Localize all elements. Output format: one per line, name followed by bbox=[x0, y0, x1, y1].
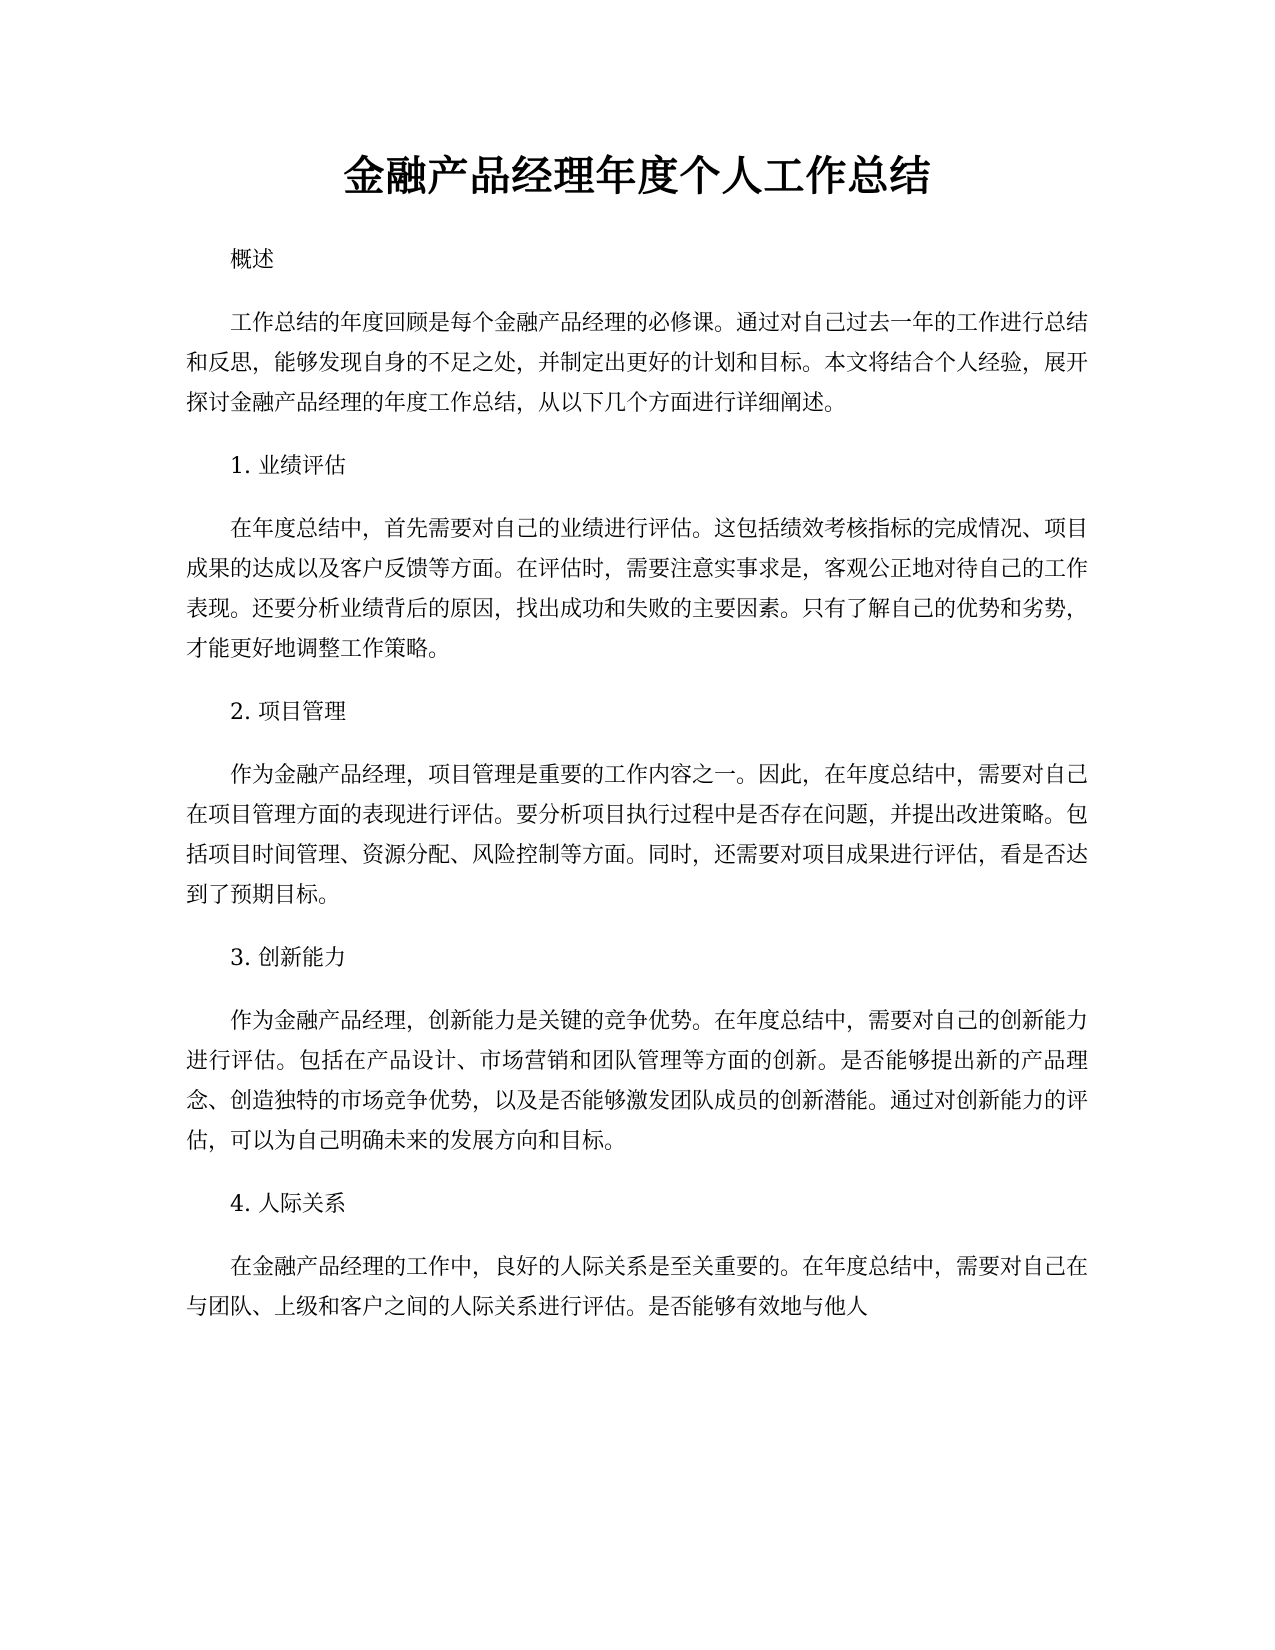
section-heading-relationships: 4. 人际关系 bbox=[230, 1192, 346, 1217]
document-body bbox=[186, 241, 1088, 1351]
section-paragraph-relationships: 在金融产品经理的工作中，良好的人际关系是至关重要的。在年度总结中，需要对自己在与团队、上级和客户之间的人际关系进行评估。是否能够有效地与他人 bbox=[186, 1255, 1089, 1320]
section-heading-overview: 概述 bbox=[230, 248, 275, 273]
section-heading-project-management: 2. 项目管理 bbox=[230, 700, 346, 725]
section-heading-performance: 1. 业绩评估 bbox=[230, 454, 346, 479]
section-heading-innovation: 3. 创新能力 bbox=[230, 946, 346, 971]
section-paragraph-project-management: 作为金融产品经理，项目管理是重要的工作内容之一。因此，在年度总结中，需要对自己在项目管理方面的表现进行评估。要分析项目执行过程中是否存在问题，并提出改进策略。包括项目时间管理、资源分配、风险控制等方面。同时，还需要对项目成果进行评估，看是否达到了预期目标。 bbox=[186, 763, 1089, 908]
section-paragraph-performance: 在年度总结中，首先需要对自己的业绩进行评估。这包括绩效考核指标的完成情况、项目成果的达成以及客户反馈等方面。在评估时，需要注意实事求是，客观公正地对待自己的工作表现。还要分析业绩背后的原因，找出成功和失败的主要因素。只有了解自己的优势和劣势，才能更好地调整工作策略。 bbox=[186, 517, 1089, 662]
document-title: 金融产品经理年度个人工作总结 bbox=[343, 152, 932, 200]
section-paragraph-overview: 工作总结的年度回顾是每个金融产品经理的必修课。通过对自己过去一年的工作进行总结和反思，能够发现自身的不足之处，并制定出更好的计划和目标。本文将结合个人经验，展开探讨金融产品经理的年度工作总结，从以下几个方面进行详细阐述。 bbox=[186, 311, 1089, 416]
section-paragraph-innovation: 作为金融产品经理，创新能力是关键的竞争优势。在年度总结中，需要对自己的创新能力进行评估。包括在产品设计、市场营销和团队管理等方面的创新。是否能够提出新的产品理念、创造独特的市场竞争优势，以及是否能够激发团队成员的创新潜能。通过对创新能力的评估，可以为自己明确未来的发展方向和目标。 bbox=[186, 1009, 1089, 1154]
